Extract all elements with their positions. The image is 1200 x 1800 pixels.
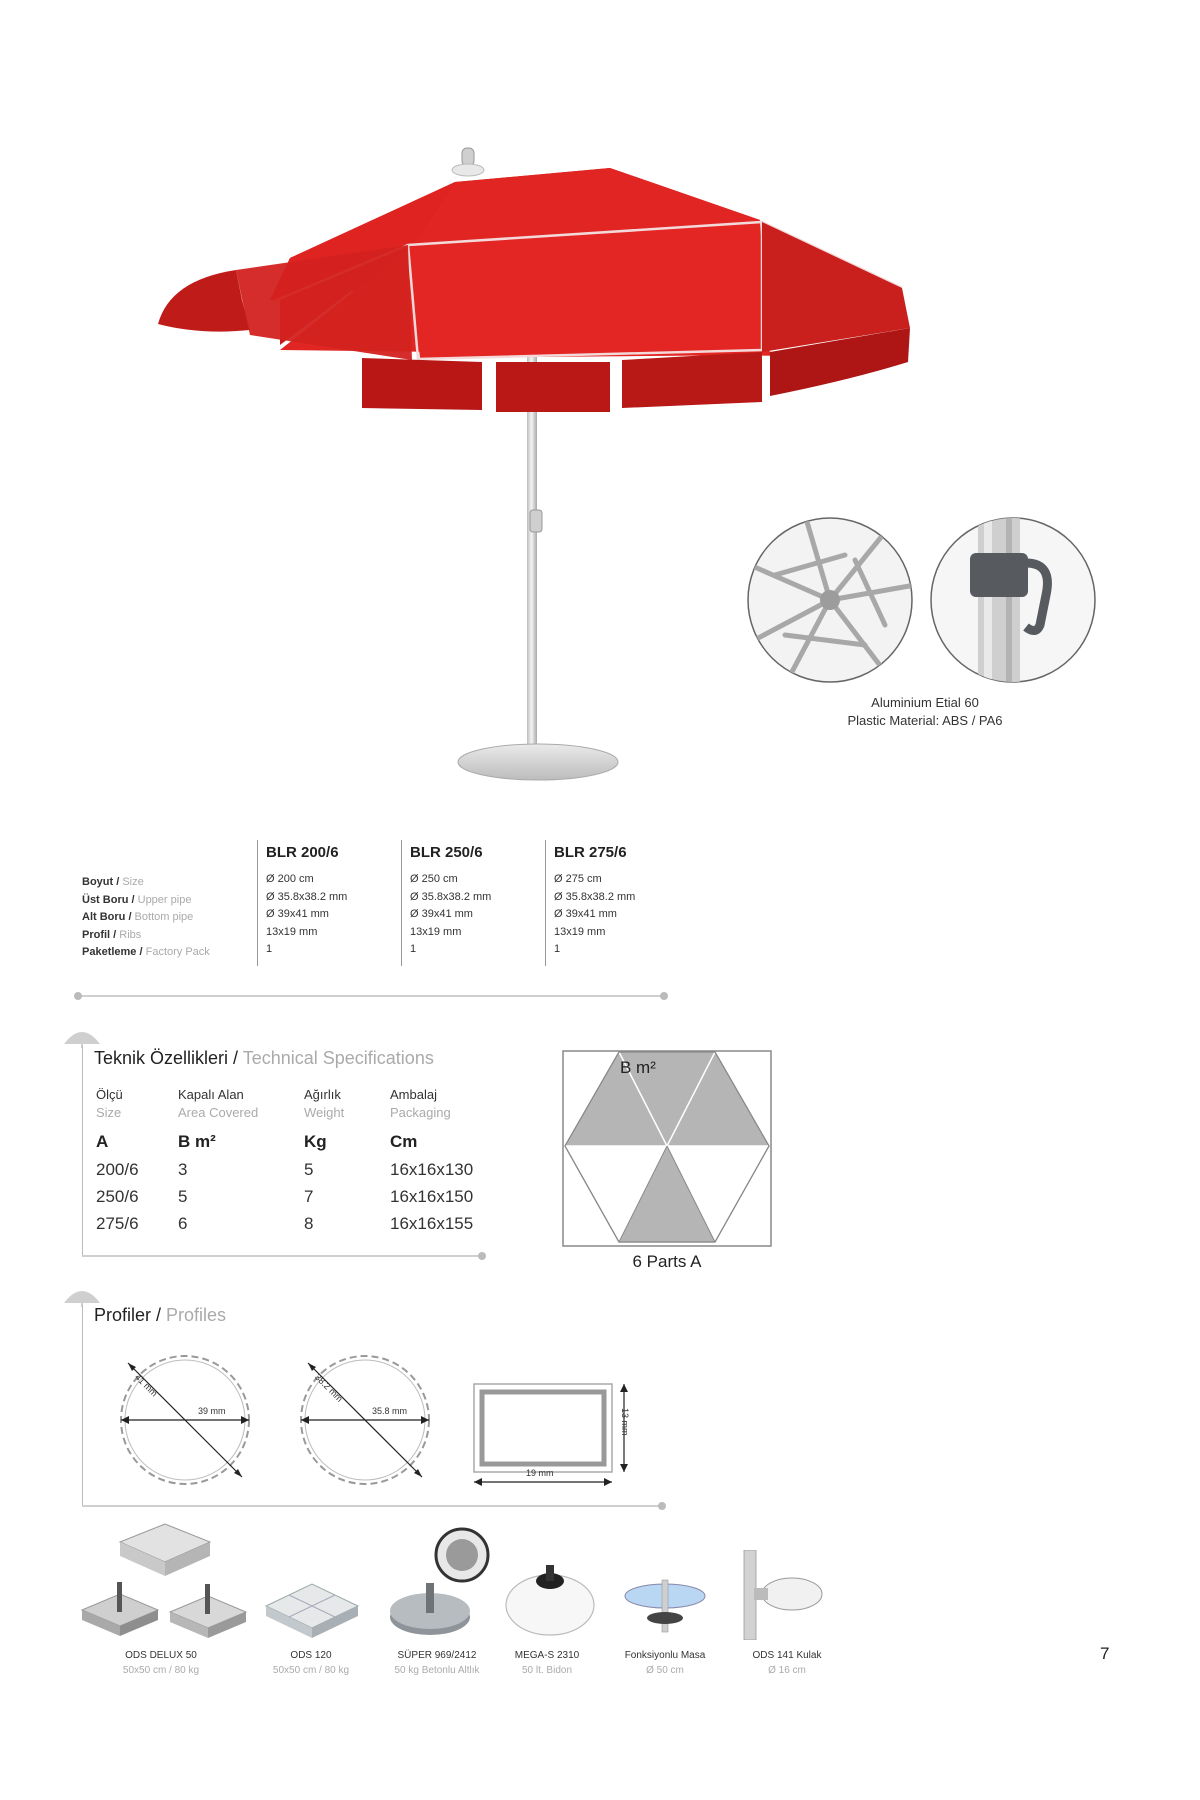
material-line-1: Aluminium Etial 60 (871, 695, 979, 710)
model-col-1 (266, 844, 347, 959)
profile-3-width-label: 19 mm (526, 1468, 554, 1478)
tech-specs-title (94, 1048, 434, 1069)
base-fonksiyonlu-masa-image (620, 1570, 710, 1640)
base-ods-delux-50-image (80, 1520, 250, 1640)
base-super-969-image (386, 1525, 506, 1640)
table-row: 250/6 5 7 16x16x150 (96, 1187, 474, 1206)
divider-3 (82, 1505, 662, 1507)
profile-1-horiz-label: 39 mm (198, 1406, 226, 1416)
row-labels (82, 874, 210, 962)
material-note (800, 694, 1050, 730)
model-2-pack: 1 (410, 943, 417, 955)
profiles-title-tr: Profiler / (94, 1305, 162, 1325)
model-col-2 (410, 844, 491, 959)
model-1-pack: 1 (266, 943, 273, 955)
row-label-bottom-pipe: Alt Boru / Bottom pipe (82, 911, 194, 923)
material-line-2: Plastic Material: ABS / PA6 (847, 713, 1003, 728)
base-mega-s-2310-image (500, 1555, 600, 1640)
profile-3-height-label: 13 mm (620, 1408, 630, 1436)
ts-header-weight: Ağırlık Weight (304, 1087, 345, 1120)
ts-header-packaging: Ambalaj Packaging (390, 1087, 451, 1120)
profile-bottom-pipe (110, 1345, 260, 1495)
hexagon-diagram (562, 1050, 772, 1250)
model-2-upper: Ø 35.8x38.2 mm (410, 890, 492, 903)
model-3-size: Ø 275 cm (554, 873, 602, 885)
tech-specs-title-tr: Teknik Özellikleri / (94, 1048, 239, 1068)
ribs-detail-image (745, 515, 915, 685)
model-name-3: BLR 275/6 (554, 844, 627, 861)
row-label-upper-pipe: Üst Boru / Upper pipe (82, 893, 192, 906)
page-number: 7 (1100, 1644, 1110, 1663)
profile-2-diag-label: 38.2 mm (312, 1372, 345, 1404)
table-row: 200/6 3 5 16x16x130 (96, 1160, 474, 1179)
ts-header-size: Ölçü Size (96, 1087, 123, 1120)
profiles-title (94, 1305, 226, 1326)
base-caption-5: Fonksiyonlu Masa Ø 50 cm (624, 1650, 706, 1676)
profiles-title-en: Profiles (161, 1305, 227, 1325)
tech-specs-table (94, 1086, 494, 1237)
profile-1-diag-label: 41 mm (132, 1372, 160, 1399)
ts-unit-b: B m² (178, 1132, 216, 1151)
profile-upper-pipe (290, 1345, 440, 1495)
tech-specs-title-en: Technical Specifications (238, 1048, 434, 1068)
model-col-3 (554, 844, 635, 959)
profile-ribs (470, 1380, 640, 1490)
ts-header-area: Kapalı Alan Area Covered (178, 1087, 259, 1120)
base-caption-1: ODS DELUX 50 50x50 cm / 80 kg (122, 1650, 200, 1676)
base-caption-2: ODS 120 50x50 cm / 80 kg (272, 1650, 350, 1676)
model-1-size: Ø 200 cm (266, 873, 314, 885)
model-name-2: BLR 250/6 (410, 844, 483, 861)
divider-2 (82, 1255, 482, 1257)
model-2-bottom: Ø 39x41 mm (410, 908, 473, 920)
model-1-upper: Ø 35.8x38.2 mm (266, 890, 348, 903)
table-row: 275/6 6 8 16x16x155 (96, 1214, 474, 1233)
row-label-ribs: Profil / Ribs (82, 928, 142, 941)
row-label-size: Boyut / Size (82, 876, 144, 888)
ts-unit-cm: Cm (390, 1132, 418, 1151)
base-caption-3: SÜPER 969/2412 50 kg Betonlu Altlık (394, 1650, 480, 1676)
model-2-size: Ø 250 cm (410, 873, 458, 885)
base-caption-6: ODS 141 Kulak Ø 16 cm (752, 1650, 822, 1676)
base-caption-4: MEGA-S 2310 50 lt. Bidon (514, 1650, 580, 1676)
model-3-bottom: Ø 39x41 mm (554, 908, 617, 920)
model-specs-table (80, 840, 680, 970)
model-1-ribs: 13x19 mm (266, 925, 318, 938)
hinge-detail-image (928, 515, 1098, 685)
hexagon-label-parts: 6 Parts A (632, 1252, 702, 1271)
divider-1 (78, 995, 664, 997)
model-name-1: BLR 200/6 (266, 844, 339, 861)
umbrella-icon-2 (62, 1285, 102, 1307)
model-3-upper: Ø 35.8x38.2 mm (554, 890, 636, 903)
profile-2-horiz-label: 35.8 mm (372, 1406, 408, 1416)
base-ods-141-image (736, 1550, 826, 1640)
umbrella-icon (62, 1026, 102, 1048)
model-3-ribs: 13x19 mm (554, 925, 606, 938)
model-2-ribs: 13x19 mm (410, 925, 462, 938)
ts-unit-a: A (96, 1132, 109, 1151)
model-3-pack: 1 (554, 943, 561, 955)
model-1-bottom: Ø 39x41 mm (266, 908, 329, 920)
hexagon-label-b: B m² (620, 1058, 656, 1077)
umbrella-illustration (150, 140, 910, 800)
row-label-pack: Paketleme / Factory Pack (82, 946, 210, 958)
ts-unit-kg: Kg (304, 1132, 327, 1151)
base-ods-120-image (262, 1570, 362, 1640)
